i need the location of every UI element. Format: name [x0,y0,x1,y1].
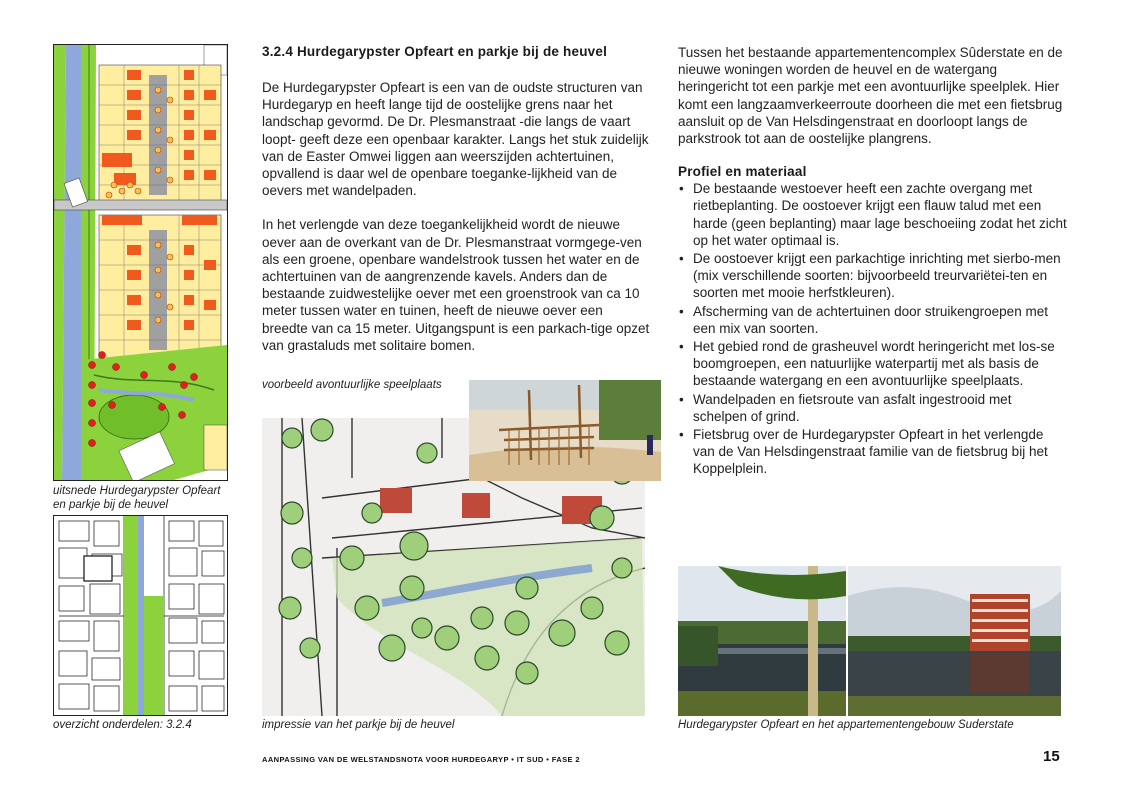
photos-caption: Hurdegarypster Opfeart en het appartementengebouw Suderstate [678,719,1014,731]
playground-photo-drawing [469,380,661,481]
section-body [262,79,652,354]
footer-title: AANPASSING VAN DE WELSTANDSNOTA VOOR HURDEGARYP • IT SUD • FASE 2 [262,755,580,764]
list-item: • Het gebied rond de grasheuvel wordt heringericht met los-se boomgroepen, een natuurlijke waterpartij met als basis de bestaande watergang en een avontuurlijke speelplaats. [679,339,1055,389]
apartment-photo [848,566,1061,716]
section-paragraph-1: De Hurdegarypster Opfeart is een van de oudste structuren van Hurdegaryp en heeft lange tijd de oostelijke grens naar het landschap gevormd. De Dr. Plesmanstraat -die langs de vaart loopt- geeft deze een openbaar karakter. Langs het stuk zuidelijk van de Easter Omwei liggen aan weerszijden achtertuinen, opvallend is daar wel de openbare toeganke-lijkheid van de oevers met wandelpaden. [262,80,649,199]
profile-subheading: Profiel en materiaal [678,164,807,180]
list-item: • De oostoever krijgt een parkachtige inrichting met sierbo-men (mix verschillende soorten: bijvoorbeeld treurvariëtei-ten en soorten met mooie herfstkleuren). [679,251,1061,301]
intro-paragraph: Tussen het bestaande appartementencomplex Sûderstate en de nieuwe woningen worden de heuvel en de watergang heringericht tot een parkje met een avontuurlijke speelplek. Hier komt een langzaamverkeerroute doorheen die met een fietsbrug aansluit op de Van Helsdingenstraat en doorloopt langs de parkstrook tot aan de oostelijke plangrens. [678,45,1063,147]
page-number: 15 [1043,748,1060,765]
overview-drawing [54,516,227,715]
playground-caption: voorbeeld avontuurlijke speelplaats [262,379,442,391]
section-paragraph-2: In het verlengde van deze toegankelijkheid wordt de nieuwe oever aan de overkant van de Dr. Plesmanstraat vormgege-ven als een groene, openbare wandelstrook tussen het water en de achtertuinen van de aangrenzende kavels. Anders dan de bestaande zuidwestelijke oever met een groenstrook van ca 10 meter tussen water en tuinen, heeft de nieuwe oever een breedte van ca 15 meter. Uitgangspunt is een parkach-tige opzet van grastaluds met solitaire bomen. [262,217,650,353]
site-plan-drawing [54,45,227,480]
canal-photo-drawing [678,566,846,716]
map-top-caption: uitsnede Hurdegarypster Opfeart en parkje bij de heuvel [53,485,221,511]
site-plan-map [53,44,228,481]
list-item: • De bestaande westoever heeft een zachte overgang met rietbeplanting. De oostoever krijgt een flauw talud met een harde (geen beplanting) maar lage beschoeiing zodat het zicht op het water optimaal is. [679,181,1067,248]
profile-bullet-list [678,180,1068,477]
canal-photo [678,566,846,716]
sketch-caption: impressie van het parkje bij de heuvel [262,719,455,731]
right-column [678,44,1068,479]
apartment-photo-drawing [848,566,1061,716]
playground-photo [469,380,661,481]
list-item: • Fietsbrug over de Hurdegarypster Opfeart in het verlengde van de Van Helsdingenstraat familie van de fietsbrug bij het Koppelplein. [679,427,1048,477]
list-item: • Wandelpaden en fietsroute van asfalt ingestrooid met schelpen of grind. [679,391,1012,424]
map-bottom-caption: overzicht onderdelen: 3.2.4 [53,719,192,731]
list-item: • Afscherming van de achtertuinen door struikengroepen met een mix van soorten. [679,303,1048,336]
overview-map [53,515,228,716]
section-heading: 3.2.4 Hurdegarypster Opfeart en parkje bij de heuvel [262,44,608,59]
